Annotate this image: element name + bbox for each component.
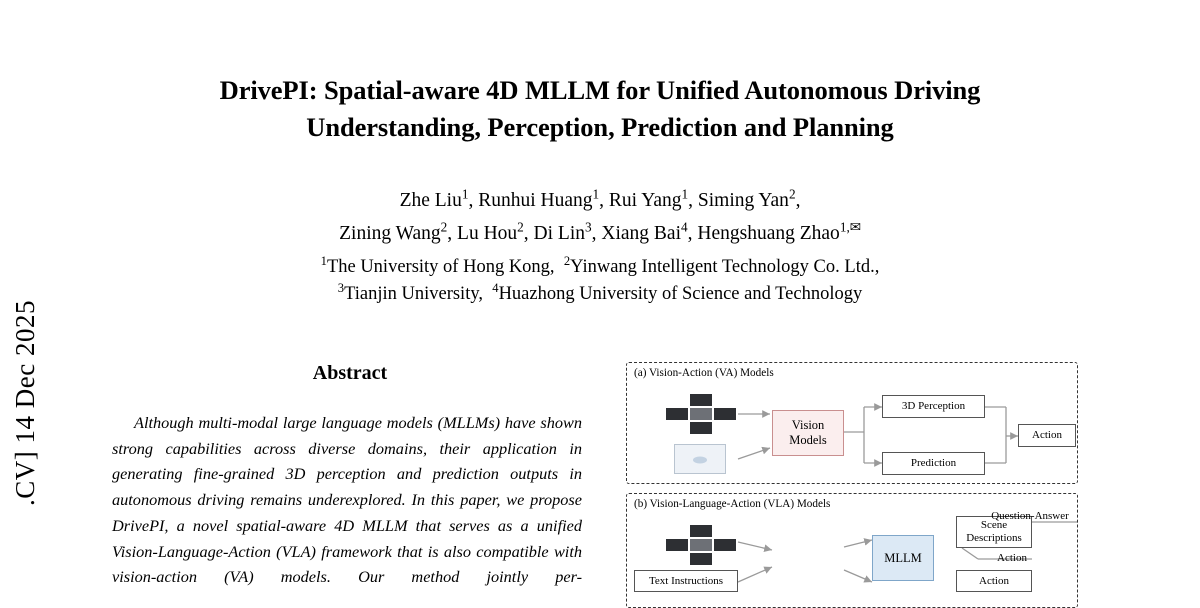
mllm-box: [872, 535, 934, 581]
author-list: [150, 184, 1050, 250]
panel-b-label: (b) Vision-Language-Action (VLA) Models: [634, 498, 831, 510]
output-action-label-a: Action: [1032, 429, 1062, 441]
multi-view-camera-thumbnail: [666, 394, 736, 434]
output-action-box-a: [1018, 424, 1076, 447]
text-instructions-box: [634, 570, 738, 592]
vision-models-box: [772, 410, 844, 456]
side-action-label: Action: [997, 552, 1027, 564]
abstract-body: [112, 410, 582, 590]
question-answer-label: Question-Answer: [991, 510, 1069, 522]
multi-view-camera-thumbnail-b: [666, 525, 736, 565]
affiliation-list: [150, 254, 1050, 308]
output-action-label-b: Action: [979, 574, 1009, 587]
abstract-paragraph: Although multi-modal large language models (MLLMs) have shown strong capabilities across diverse domains, their application in generating fine-grained 3D perception and prediction outputs in autonomous driving remains underexplored. In this paper, we propose DrivePI, a novel spatial-aware 4D MLLM that serves as a unified Vision-Language-Action (VLA) framework that is also compatible with vision-action (VA) models. Our method jointly per-: [112, 413, 582, 587]
output-3d-perception-label: 3D Perception: [901, 400, 966, 412]
vision-models-label: Vision Models: [789, 418, 827, 447]
text-instructions-label: Text Instructions: [648, 574, 724, 587]
output-scene-descriptions-label: Scene Descriptions: [966, 519, 1022, 544]
output-3d-perception-box: [882, 395, 985, 418]
author-line-2: Zining Wang$^2$, Lu Hou$^2$, Di Lin$^3$, Xiang Bai$^4$, Hengshuang Zhao$^{1,✉}$: [339, 219, 861, 244]
author-line-1: Zhe Liu$^1$, Runhui Huang$^1$, Rui Yang$^1$, Siming Yan$^2$,: [399, 186, 801, 211]
output-prediction-label: Prediction: [910, 457, 957, 469]
panel-a-label: (a) Vision-Action (VA) Models: [634, 367, 774, 379]
page-title: [150, 72, 1050, 146]
output-prediction-box: [882, 452, 985, 475]
arxiv-stamp: .CV] 14 Dec 2025: [10, 300, 40, 506]
affiliation-line-1: $^1$The University of Hong Kong, $^2$Yinwang Intelligent Technology Co. Ltd.,: [320, 253, 880, 277]
title-text: DrivePI: Spatial-aware 4D MLLM for Unified Autonomous Driving Understanding, Perception, Prediction and Planning: [219, 75, 981, 142]
affiliation-line-2: $^3$Tianjin University, $^4$Huazhong University of Science and Technology: [337, 280, 863, 304]
lidar-point-cloud-thumbnail: [674, 444, 726, 474]
mllm-label: MLLM: [884, 550, 922, 565]
figure-1: [626, 362, 1078, 602]
abstract-heading: Abstract: [312, 362, 388, 384]
output-action-box-b: [956, 570, 1032, 592]
